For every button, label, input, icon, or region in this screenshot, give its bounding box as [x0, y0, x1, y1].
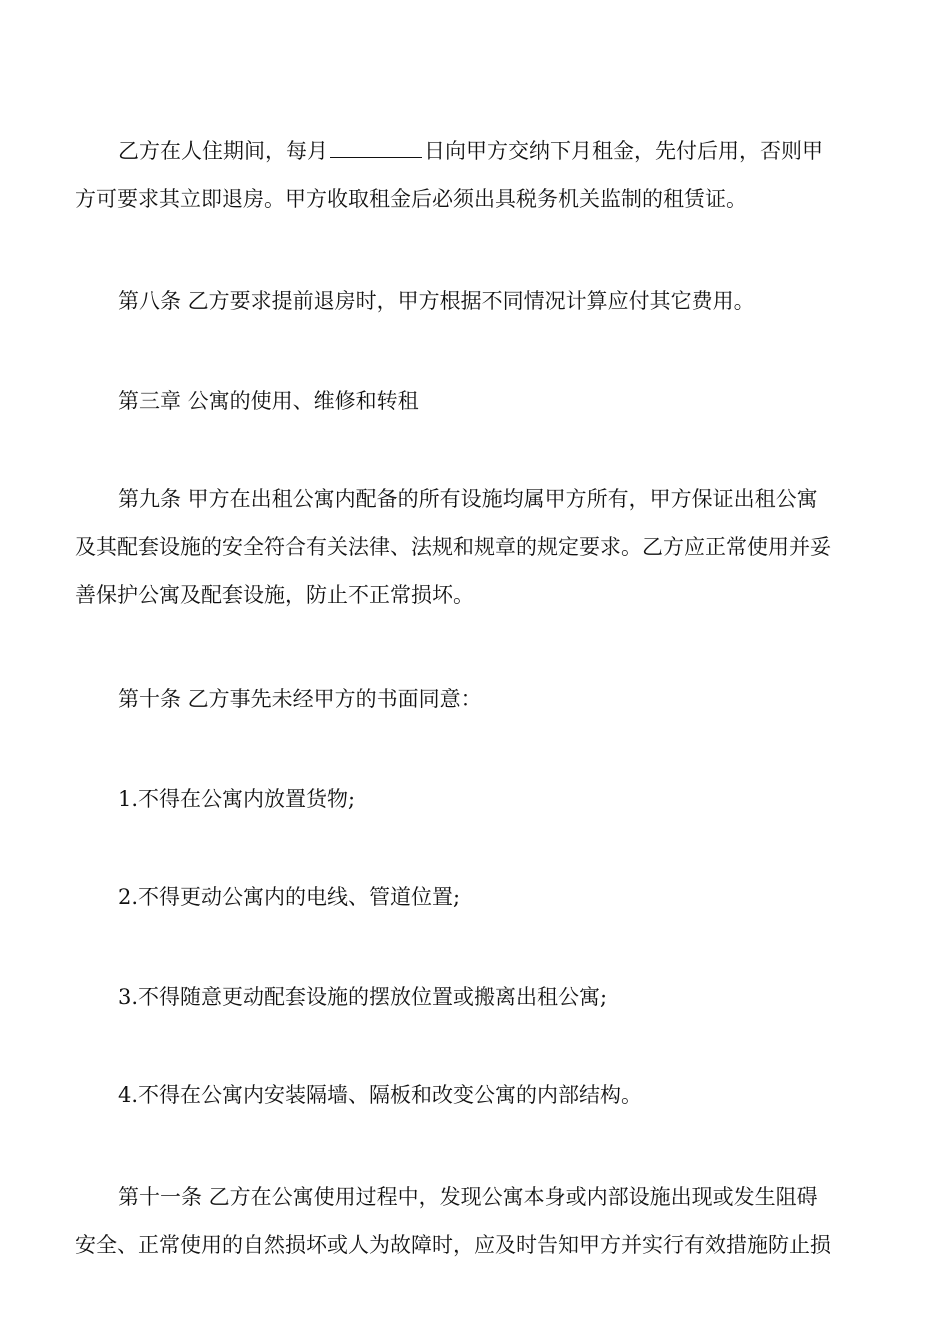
article-10: 第十条 乙方事先未经甲方的书面同意：	[118, 687, 482, 711]
paragraph-line: 方可要求其立即退房。甲方收取租金后必须出具税务机关监制的租赁证。	[75, 187, 747, 211]
list-item: 4.不得在公寓内安装隔墙、隔板和改变公寓的内部结构。	[118, 1083, 643, 1107]
article-9	[75, 475, 880, 619]
blank-day-field	[330, 139, 422, 158]
article-8: 第八条 乙方要求提前退房时，甲方根据不同情况计算应付其它费用。	[118, 289, 755, 313]
list-item: 1.不得在公寓内放置货物;	[118, 787, 356, 811]
paragraph-line: 第十一条 乙方在公寓使用过程中，发现公寓本身或内部设施出现或发生阻碍	[118, 1185, 818, 1209]
paragraph-rent-payment	[75, 127, 880, 223]
list-item: 3.不得随意更动配套设施的摆放位置或搬离出租公寓;	[118, 985, 608, 1009]
paragraph-line: 第九条 甲方在出租公寓内配备的所有设施均属甲方所有，甲方保证出租公寓	[118, 487, 818, 511]
chapter-3-heading: 第三章 公寓的使用、维修和转租	[118, 389, 419, 413]
paragraph-line: 乙方在人住期间，每月 日向甲方交纳下月租金，先付后用，否则甲	[118, 139, 823, 163]
paragraph-line: 安全、正常使用的自然损坏或人为故障时，应及时告知甲方并实行有效措施防止损	[75, 1233, 831, 1257]
paragraph-line: 善保护公寓及配套设施，防止不正常损坏。	[75, 583, 474, 607]
list-item: 2.不得更动公寓内的电线、管道位置;	[118, 885, 461, 909]
paragraph-line: 及其配套设施的安全符合有关法律、法规和规章的规定要求。乙方应正常使用并妥	[75, 535, 831, 559]
article-11	[75, 1173, 880, 1269]
